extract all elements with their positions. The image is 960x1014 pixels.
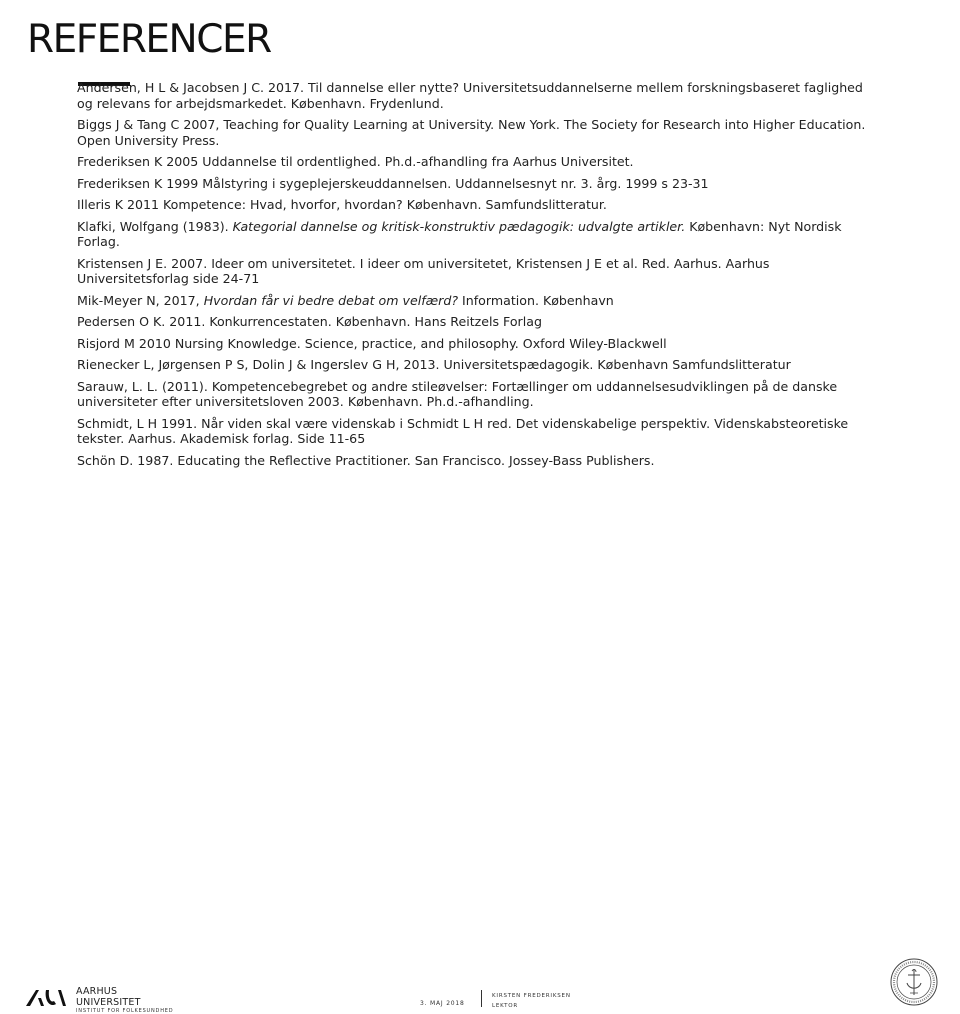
reference-text: Illeris K 2011 Kompetence: Hvad, hvorfor, hvordan? København. Samfundslitteratur. [77,197,607,212]
reference-text: Andersen, H L & Jacobsen J C. 2017. Til dannelse eller nytte? Universitetsuddannelserne mellem forskningsbaseret faglighed og relevans for arbejdsmarkedet. København. Frydenlund. [77,80,863,111]
reference-item [77,197,882,213]
reference-text: Biggs J & Tang C 2007, Teaching for Quality Learning at University. New York. The Society for Research into Higher Education. Open University Press. [77,117,866,148]
page-title: REFERENCER [27,17,271,62]
reference-item [77,176,882,192]
reference-item [77,219,882,250]
reference-text: Frederiksen K 1999 Målstyring i sygeplejerskeuddannelsen. Uddannelsesnyt nr. 3. årg. 1999 s 23-31 [77,175,709,191]
reference-item [77,453,882,469]
reference-item [77,336,882,352]
aarhus-university-logo-icon [24,986,68,1008]
reference-list [77,80,882,474]
reference-text: Schmidt, L H 1991. Når viden skal være videnskab i Schmidt L H red. Det videnskabelige perspektiv. Videnskabsteoretiske tekster. Aarhus. Akademisk forlag. Side 11-65 [77,415,849,446]
reference-item [77,154,882,170]
reference-text: Sarauw, L. L. (2011). Kompetencebegrebet og andre stileøvelser: Fortællinger om uddannelsesudviklingen på de danske universiteter efter universitetsloven 2003. København. Ph.d.-afhandling. [77,378,838,409]
footer [0,490,960,1014]
aarhus-university-seal-icon [889,957,939,1007]
reference-item [77,314,882,330]
reference-item [77,357,882,373]
reference-item [77,117,882,148]
reference-text: Klafki, Wolfgang (1983). [77,218,233,234]
university-line2: UNIVERSITET [76,997,141,1008]
footer-author [492,991,571,1011]
reference-item [77,379,882,410]
reference-title-italic: Hvordan får vi bedre debat om velfærd? [203,292,459,308]
reference-item [77,256,882,287]
author-name: KIRSTEN FREDERIKSEN [492,993,571,999]
reference-text-tail: København: Nyt Nordisk Forlag. [77,218,842,249]
footer-divider [481,990,482,1007]
reference-text: Risjord M 2010 Nursing Knowledge. Science, practice, and philosophy. Oxford Wiley-Blackwell [77,335,667,351]
reference-item [77,80,882,111]
department-name: INSTITUT FOR FOLKESUNDHED [76,1008,174,1014]
reference-text: Frederiksen K 2005 Uddannelse til ordentlighed. Ph.d.-afhandling fra Aarhus Universitet. [77,154,634,169]
reference-text: Schön D. 1987. Educating the Reflective Practitioner. San Francisco. Jossey-Bass Publishers. [77,452,655,468]
footer-date: 3. MAJ 2018 [420,1000,465,1007]
reference-text: Rienecker L, Jørgensen P S, Dolin J & Ingerslev G H, 2013. Universitetspædagogik. København Samfundslitteratur [77,357,791,372]
reference-text: Kristensen J E. 2007. Ideer om universitetet. I ideer om universitetet, Kristensen J E et al. Red. Aarhus. Aarhus Universitetsforlag side 24-71 [77,255,770,286]
author-title: LEKTOR [492,1003,519,1009]
reference-text: Pedersen O K. 2011. Konkurrencestaten. København. Hans Reitzels Forlag [77,314,542,329]
university-name [76,986,141,1008]
reference-item [77,293,882,309]
reference-text: Mik-Meyer N, 2017, [77,292,204,308]
reference-title-italic: Kategorial dannelse og kritisk-konstruktiv pædagogik: udvalgte artikler. [232,218,686,234]
reference-item [77,416,882,447]
university-line1: AARHUS [76,986,118,997]
reference-text-tail: Information. København [458,292,614,308]
